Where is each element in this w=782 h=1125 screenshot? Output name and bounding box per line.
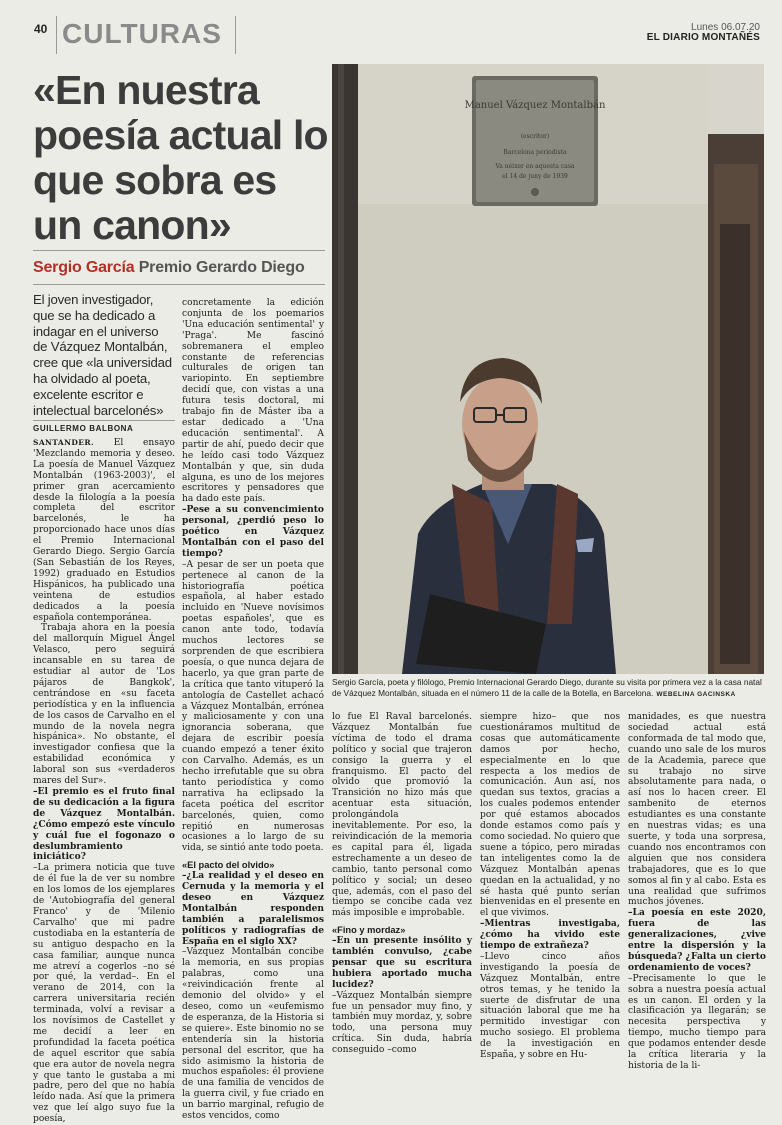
byline-divider bbox=[33, 284, 325, 285]
intro-summary: El joven investigador, que se ha dedicado a indagar en el universo de Vázquez Montalbán, cree que «la universidad ha olvidado al poeta, excelente escritor e intelectual barcelonés» bbox=[33, 292, 172, 418]
interview-question: –El premio es el fruto final de su dedicación a la figura de Vázquez Montalbán. ¿Cómo empezó este vínculo y cuál fue el fogonazo o deslumbramiento iniciático? bbox=[33, 786, 175, 863]
interview-answer: –Vázquez Montalbán siempre fue un pensador muy fino, y también muy mordaz, y, sobre todo, una persona muy crítica. Sin duda, habría conseguido –como bbox=[332, 990, 472, 1056]
caption-text: Sergio García, poeta y filólogo, Premio Internacional Gerardo Diego, durante su visita por primera vez a la casa natal de Vázquez Montalbán, situada en el número 11 de la calle de la Botella, en Barcelona. bbox=[332, 677, 762, 698]
paragraph: siempre hizo– que nos cuestionáramos multitud de cosas que automáticamente damos por hecho, especialmente en lo que respecta a los medios de comunicación. Aun así, nos quedan sus textos, gracias a los cuales podemos entender por qué estamos abocados donde estamos como país y como sociedad. No quiero que suene a tópico, pero miradas tan inteligentes como la de Vázquez Montalbán apenas quedan en la actualidad, y no sé hasta qué punto serían bienvenidas en el presente en el que vivimos. bbox=[480, 712, 620, 919]
paragraph: manidades, es que nuestra sociedad actual está conformada de tal modo que, cuando uno sale de los muros de la Academia, parece que su trabajo no sirve absolutamente para nada, o así nos lo hacen creer. El sambenito de eternos estudiantes es una constante en nuestras vidas; es una suerte, y toda una sorpresa, cuando nos encontramos con alguien que nos considera trabajadores, que es lo que somos al fin y al cabo. Esta es una realidad que sufrimos muchos jóvenes. bbox=[628, 712, 766, 908]
body-column-5 bbox=[628, 712, 766, 1071]
interview-question: –Pese a su convencimiento personal, ¿perdió peso lo poético en Vázquez Montalbán con el paso del tiempo? bbox=[182, 504, 324, 559]
issue-date: Lunes 06.07.20 bbox=[691, 22, 760, 33]
byline-name: Sergio García bbox=[33, 259, 135, 276]
section-title: CULTURAS bbox=[62, 18, 222, 49]
body-column-4 bbox=[480, 712, 620, 1061]
plaque-line-3: el 14 de juny de 1939 bbox=[502, 173, 568, 180]
paragraph: Trabaja ahora en la poesía del mallorquín Miguel Ángel Velasco, pero seguirá incansable en su tarea de estudiar al autor de 'Los pájaros de Bangkok', centrándose en «su faceta periodística y en la influencia de los casos de Carvalho en el mundo de la novela negra hispánica». No obstante, el investigador confiesa que la estabilidad económica y laboral son sus «verdaderos mares del Sur». bbox=[33, 623, 175, 787]
interview-answer: –A pesar de ser un poeta que pertenece al canon de la historiografía poética española, al haber estado incluido en 'Nueve novísimos poetas españoles', que es canon ante todo, todavía muchos lectores se sorprenden de que escribiera poesía, o que nunca dejara de hacerlo, ya que gran parte de la crítica que tanto vituperó la antología de Castellet achacó a Vázquez Montalbán, errónea y maliciosamente y con una ignorancia soberana, que dejara de escribir poesía cuando empezó a tener éxito con Carvalho. Además, es un hecho irrefutable que su obra tanto periodística y como narrativa ha eclipsado la faceta poética del escritor barcelonés, quien, como repitió en numerosas ocasiones a lo largo de su vida, se sintió ante todo poeta. bbox=[182, 559, 324, 854]
page-number: 40 bbox=[34, 22, 48, 36]
photo-illustration bbox=[332, 64, 764, 674]
lead-paragraph bbox=[33, 438, 175, 623]
subheading: «Fino y mordaz» bbox=[332, 925, 406, 936]
interview-question: –¿La realidad y el deseo en Cernuda y la memoria y el deseo en Vázquez Montalbán responden también a paralelismos políticos y radiografías de España en el siglo XX? bbox=[182, 870, 324, 947]
photo-credit: WEBELINA GACINSKA bbox=[656, 690, 736, 698]
interview-question: –En un presente insólito y también convulso, ¿cabe pensar que su escritura hubiera aportado mucha lucidez? bbox=[332, 935, 472, 990]
subheading: «El pacto del olvido» bbox=[182, 860, 275, 871]
paragraph: lo fue El Raval barcelonés. Vázquez Montalbán fue víctima de todo el drama político y social que trajeron consigo la guerra y el franquismo. El pacto del olvido que promovió la Transición no hizo más que acentuar esta situación, prolongándola inevitablemente. Por eso, la reivindicación de la memoria es capital para él, ligada estrechamente a un deseo de cambio, tanto personal como político y social; un deseo que, además, con el paso del tiempo se concibe cada vez más imposible e improbable. bbox=[332, 712, 472, 919]
plaque-role: (escritor) bbox=[520, 133, 550, 140]
newspaper-name: EL DIARIO MONTAÑÉS bbox=[646, 32, 760, 43]
interview-question: –La poesía en este 2020, fuera de las generalizaciones, ¿vive entre la dispersión y la búsqueda? ¿Falta un cierto ordenamiento de voces? bbox=[628, 907, 766, 973]
photo-caption bbox=[332, 677, 764, 700]
interview-answer: –Precisamente lo que le sobra a nuestra poesía actual es un canon. El orden y la clasificación ya llegarán; se necesita perspectiva y tiempo, mucho tiempo para que podamos entender desde la crítica literaria y la historia de la li- bbox=[628, 973, 766, 1071]
dateline: SANTANDER. bbox=[33, 438, 95, 447]
interview-answer: –Llevo cinco años investigando la poesía de Vázquez Montalbán, entre otros temas, y he tenido la suerte de disfrutar de una situación laboral que me ha permitido investigar con mucho sosiego. El problema de la investigación en España, y sobre en Hu- bbox=[480, 951, 620, 1061]
byline bbox=[33, 259, 305, 277]
interview-question: –Mientras investigaba, ¿cómo ha vivido este tiempo de extrañeza? bbox=[480, 918, 620, 952]
body-column-2 bbox=[182, 298, 324, 1122]
paragraph: concretamente la edición conjunta de los poemarios 'Una educación sentimental' y 'Praga'. Me fascinó sobremanera el empleo constante de referencias culturales de origen tan variopinto. En septiembre decidí que, con vistas a una futura tesis doctoral, mi trabajo fin de Máster iba a estar dedicado a 'Una educación sentimental'. A partir de ahí, puedo decir que he leído casi todo Vázquez Montalbán y que, sin duda alguna, es uno de los mejores escritores y pensadores que ha dado este país. bbox=[182, 298, 324, 505]
portrait-photo bbox=[332, 64, 764, 674]
interview-answer: –Vázquez Montalbán concibe la memoria, en sus propias palabras, como una «reivindicación frente al demonio del olvido» y el deseo, como un «eufemismo de esperanza, de la Historia si se quiere». Este binomio no se entendería sin la historia personal del escritor, que ha sido asimismo la historia de muchos españoles: él proviene de una familia de vencidos de la guerra civil, y fue criado en un barrio marginal, refugio de estos vencidos, como bbox=[182, 947, 324, 1122]
plaque-name: Manuel Vázquez Montalbán bbox=[464, 100, 606, 111]
paragraph-text: El ensayo 'Mezclando memoria y deseo. La poesía de Manuel Vázquez Montalbán (1963-2003)', el primer gran acercamiento desde la filología a la poesía completa del escritor barcelonés, le ha proporcionado hace unos días el Premio Internacional Gerardo Diego. Sergio García (San Sebastián de los Reyes, 1992) graduado en Estudios Hispánicos, ha publicado una veintena de estudios dedicados a la poesía española contemporánea. bbox=[33, 438, 175, 623]
headline: «En nuestra poesía actual lo que sobra es un canon» bbox=[33, 67, 328, 248]
author-divider bbox=[33, 420, 175, 421]
byline-prize: Premio Gerardo Diego bbox=[138, 259, 305, 276]
article-author: GUILLERMO BALBONA bbox=[33, 424, 134, 433]
plaque-line-1: Barcelona periodista bbox=[503, 149, 567, 156]
body-column-3 bbox=[332, 712, 472, 1056]
body-column-1 bbox=[33, 438, 175, 1125]
interview-answer: –La primera noticia que tuve de él fue la de ver su nombre en los lomos de los ejemplares de 'Autobiografía del general Franco' y de 'Milenio Carvalho' que mi padre custodiaba en la estantería de su antiguo despacho en la casa familiar, aunque nunca me atreví a cogerlos –no sé por qué, la verdad–. En el verano de 2014, con la carrera universitaria recién terminada, volví a revisar a los novísimos de Castellet y me decidí a leer en profundidad la faceta poética de aquel escritor que sabía que era autor de novela negra y que tanto le gustaba a mi padre, pero del que no había leído nada. Así que la primera vez que leí algo suyo fue la poesía, bbox=[33, 863, 175, 1125]
plaque-line-2: Va néixer en aquesta casa bbox=[495, 163, 575, 170]
headline-divider bbox=[33, 250, 325, 251]
